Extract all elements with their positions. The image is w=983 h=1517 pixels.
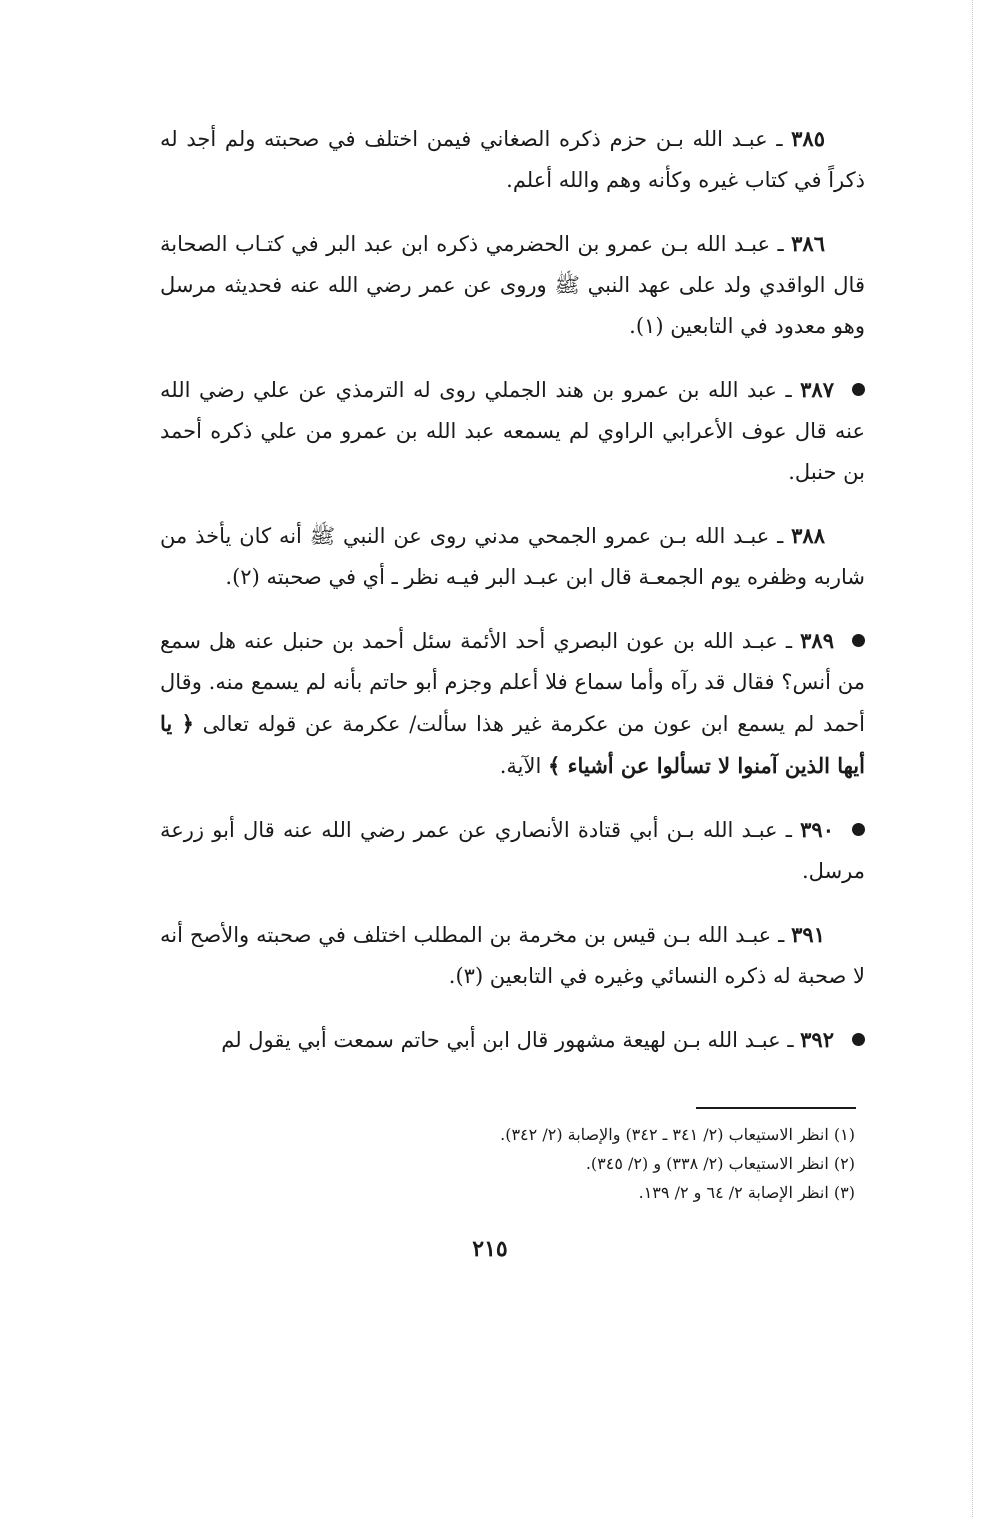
entry-number: ٣٨٨	[791, 523, 825, 548]
entry-386	[160, 223, 865, 347]
entry-number: ٣٩٠	[800, 817, 834, 842]
bullet-marker-icon	[852, 823, 865, 836]
entry-text: ـ عبـد الله بـن قيس بن مخرمة بن المطلب اختلف في صحبته والأصح أنه لا صحبة له ذكره النسائي وغيره في التابعين (٣).	[160, 923, 865, 988]
entry-text: ـ عبـد الله بـن عمرو الجمحي مدني روى عن النبي ﷺ أنه كان يأخذ من شاربه وظفره يوم الجمعـة قال ابن عبـد البر فيـه نظر ـ أي في صحبته (٢).	[160, 524, 865, 589]
entry-number: ٣٨٦	[791, 231, 825, 256]
entry-text: ـ عبـد الله بن عون البصري أحد الأئمة سئل أحمد بن حنبل عنه هل سمع من أنس؟ فقال قد رآه وأما سماع فلا أعلم وجزم أبو حاتم بأنه لم يسمع منه. وقال أحمد لم يسمع ابن عون من عكرمة غير هذا سألت/ عكرمة عن قوله تعالى	[160, 629, 865, 736]
page-edge-line	[972, 0, 973, 1517]
footnote-3: (٣) انظر الإصابة ٢/ ٦٤ و ٢/ ١٣٩.	[638, 1183, 855, 1202]
entry-number: ٣٨٥	[791, 126, 825, 151]
entry-text-tail: الآية.	[499, 754, 548, 778]
bullet-marker-icon	[852, 383, 865, 396]
entry-387	[160, 369, 865, 493]
main-text	[160, 118, 865, 1083]
quran-quote: ﴿ يا أيها الذين آمنوا لا تسألوا عن أشياء ﴾	[160, 711, 865, 778]
bullet-marker-icon	[852, 634, 865, 647]
entry-text: ـ عبد الله بن عمرو بن هند الجملي روى له الترمذي عن علي رضي الله عنه قال عوف الأعرابي الراوي لم يسمعه عبد الله بن عمرو من علي ذكره أحمد بن حنبل.	[160, 378, 865, 484]
footnote-1: (١) انظر الاستيعاب (٢/ ٣٤١ ـ ٣٤٢) والإصابة (٢/ ٣٤٢).	[500, 1125, 855, 1144]
entry-392	[160, 1019, 865, 1061]
entry-text: ـ عبـد الله بـن أبي قتادة الأنصاري عن عمر رضي الله عنه قال أبو زرعة مرسل.	[160, 818, 865, 883]
entry-text: ـ عبـد الله بـن عمرو بن الحضرمي ذكره ابن عبد البر في كتـاب الصحابة قال الواقدي ولد على عهد النبي ﷺ وروى عن عمر رضي الله عنه فحديثه مرسل وهو معدود في التابعين (١).	[160, 232, 865, 338]
entry-number: ٣٨٧	[800, 377, 834, 402]
entry-number: ٣٩٢	[800, 1027, 834, 1052]
footnotes	[380, 1120, 855, 1207]
entry-number: ٣٩١	[791, 922, 825, 947]
entry-number: ٣٨٩	[800, 628, 834, 653]
entry-388	[160, 515, 865, 598]
bullet-marker-icon	[852, 1033, 865, 1046]
entry-text: ـ عبـد الله بـن حزم ذكره الصغاني فيمن اختلف في صحبته ولم أجد له ذكراً في كتاب غيره وكأنه وهم والله أعلم.	[160, 127, 865, 192]
entry-text: ـ عبـد الله بـن لهيعة مشهور قال ابن أبي حاتم سمعت أبي يقول لم	[221, 1028, 801, 1052]
page-number: ٢١٥	[472, 1236, 508, 1262]
footnote-2: (٢) انظر الاستيعاب (٢/ ٣٣٨) و (٢/ ٣٤٥).	[585, 1154, 855, 1173]
entry-390	[160, 809, 865, 892]
entry-389	[160, 620, 865, 787]
entry-385	[160, 118, 865, 201]
footnote-separator	[696, 1107, 856, 1109]
entry-391	[160, 914, 865, 997]
